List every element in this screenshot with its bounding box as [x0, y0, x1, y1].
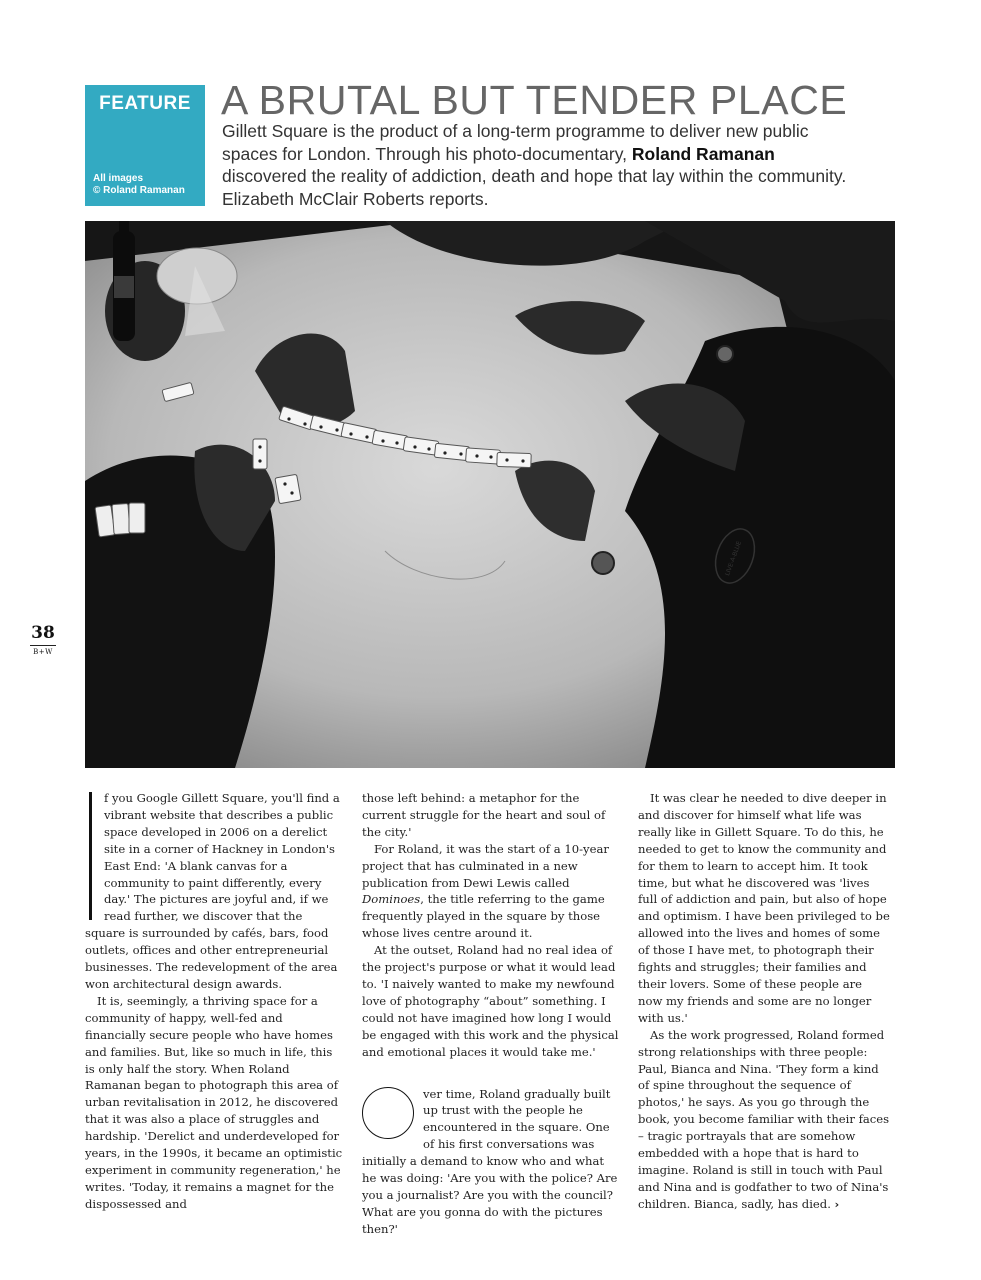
page-folio: [26, 624, 60, 656]
dominoes-in-hand: [95, 503, 145, 537]
credit-line-2: © Roland Ramanan: [93, 185, 185, 196]
drop-cap-i: [89, 792, 92, 920]
section-label: FEATURE: [99, 93, 191, 114]
standfirst-intro: Gillett Square is the product of a long-term programme to deliver new public spaces for London. Through his photo-documentary,: [222, 121, 809, 164]
photographer-name: Roland Ramanan: [631, 143, 775, 164]
table-stamp-text: LIVE-A-BLUE: [724, 540, 744, 577]
article-column-2: [362, 790, 620, 1238]
article-column-1: [85, 790, 343, 1213]
drop-cap-o: [362, 1087, 414, 1139]
page-number: 38: [31, 623, 55, 643]
credit-line-1: All images: [93, 173, 144, 184]
folio-rule: [30, 645, 56, 646]
feature-section-badge: [85, 85, 205, 206]
coat-button: [592, 552, 614, 574]
paragraph-8: As the work progressed, Roland formed strong relationships with three people: Paul, Bianca and Nina. 'They form a kind of spine throughout the sequence of photos,' he says. As you go through the book, you become familiar with their faces – tragic portrayals that are somehow embedded with a hope that is hard to imagine. Roland is still in touch with Paul and Nina and is godfather to two of Nina's children. Bianca, sadly, has died. ›: [638, 1027, 890, 1211]
continue-arrow-icon: ›: [834, 1197, 840, 1211]
paragraph-6: ver time, Roland gradually built up trust with the people he encountered in the square. One of his first conversations was initially a demand to know who and what he was doing: 'Are you with the police? Are you a journalist? Are you with the council? What are you gonna do with the pictures then?': [362, 1086, 618, 1236]
paragraph-2: It is, seemingly, a thriving space for a community of happy, well-fed and financially secure people who have homes and families. But, like so much in life, this is only half the story. When Roland Ramanan began to photograph this area of urban revitalisation in 2012, he discovered that it was also a place of struggles and hardship. 'Derelict and underdeveloped for years, in the 1990s, it became an optimistic experiment in community regeneration,' he writes. 'Today, it remains a magnet for the dispossessed and: [85, 993, 343, 1211]
article-column-3: [638, 790, 890, 1214]
magazine-mark: B+W: [33, 648, 53, 656]
paragraph-5: At the outset, Roland had no real idea of the project's purpose or what it would lead to. 'I naively wanted to make my newfound love of photography “about” something. I could not have imagined how long I would be engaged with this work and the physical and emotional places it would take me.': [362, 943, 619, 1059]
standfirst: [222, 120, 852, 210]
headline: A BRUTAL BUT TENDER PLACE: [221, 77, 848, 123]
paragraph-4: For Roland, it was the start of a 10-year project that has culminated in a new publication from Dewi Lewis called Dominoes, the title referring to the game frequently played in the square by those whose lives centre around it.: [362, 841, 609, 941]
book-title: Dominoes: [362, 892, 421, 907]
dominoes-photo-illustration: [85, 221, 895, 768]
paragraph-3: those left behind: a metaphor for the current struggle for the heart and soul of the city.': [362, 791, 606, 839]
paragraph-1: f you Google Gillett Square, you'll find a vibrant website that describes a public space developed in 2006 on a derelict site in a corner of Hackney in London's East End: 'A blank canvas for a community to paint differently, every day.' The pictures are joyful and, if we read further, we discover that the square is surrounded by cafés, bars, food outlets, offices and other entrepreneurial businesses. The redevelopment of the area won architectural design awards.: [85, 791, 340, 991]
hero-photo-dominoes: [85, 221, 895, 768]
paragraph-7: It was clear he needed to dive deeper in and discover for himself what life was really like in Gillett Square. To do this, he needed to get to know the community and for them to learn to accept him. It took time, but what he discovered was 'lives full of addiction and pain, but also of hope and optimism. I have been privileged to be allowed into the lives and homes of some of those I have met, to photograph their fights and struggles; their families and their lovers. Some of these people are now my friends and some are no longer with us.': [638, 791, 890, 1025]
standfirst-outro: discovered the reality of addiction, death and hope that lay within the community. Elizabeth McClair Roberts reports.: [222, 166, 847, 209]
photo-credit: [93, 173, 185, 197]
